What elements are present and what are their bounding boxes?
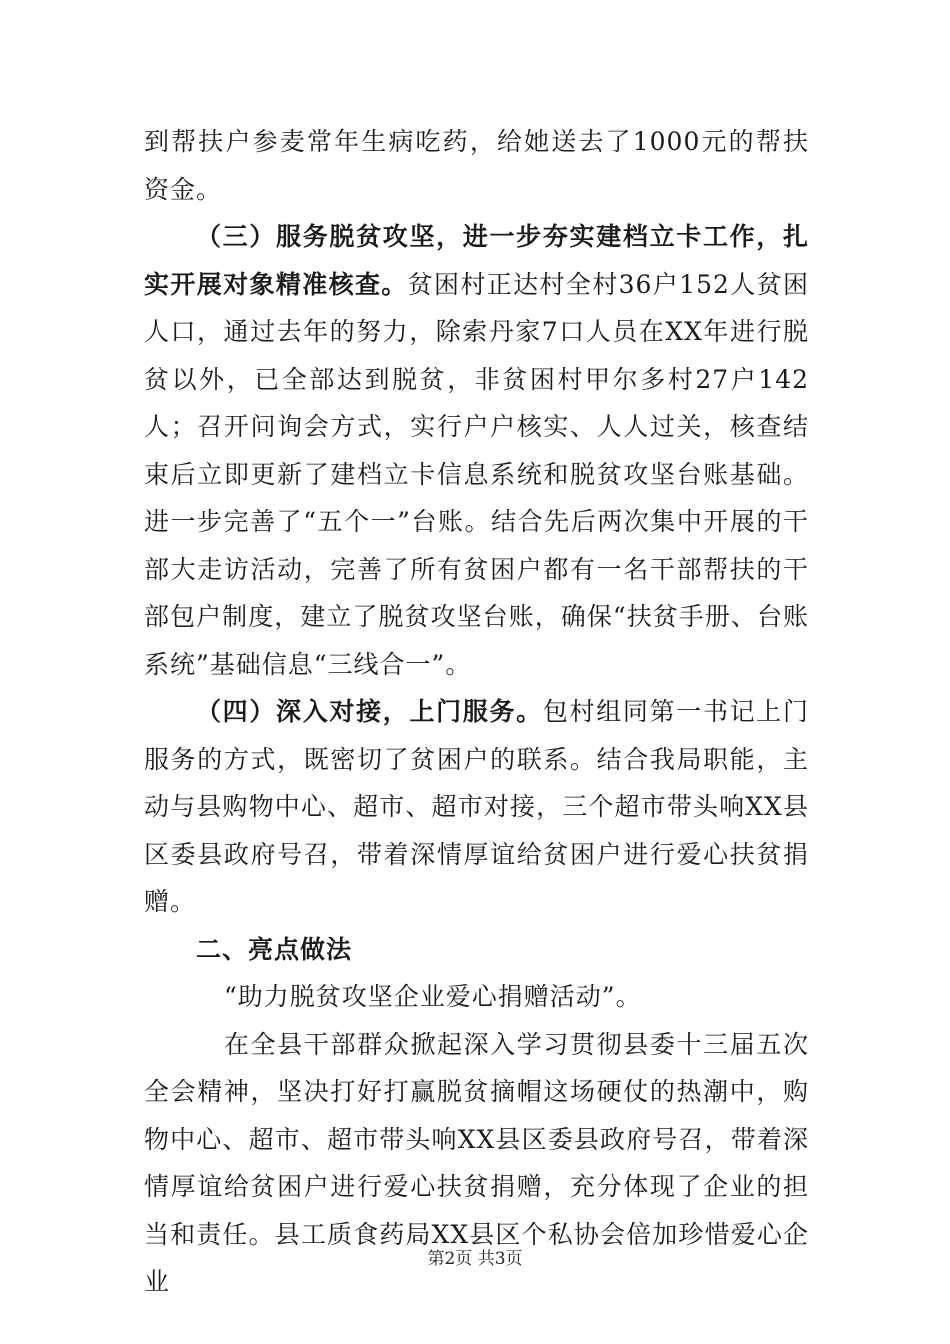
page-footer	[0, 1244, 950, 1269]
paragraph-section-4	[144, 688, 809, 926]
activity-title	[144, 973, 809, 1021]
paragraph-text: 包村组同第一书记上门服务的方式，既密切了贫困户的联系。结合我局职能，主动与县购物中心、超市、超市对接，三个超市带头响XX县区委县政府号召，带着深情厚谊给贫困户进行爱心扶贫捐赠。	[144, 697, 809, 916]
page-number: 第2页 共3页	[427, 1249, 523, 1269]
document-body	[144, 118, 809, 1306]
section-heading: （三）服务脱贫攻坚，进一步夯实建档立卡工作，扎实开展对象精准核查。	[144, 222, 809, 299]
paragraph-text: 贫困村正达村全村36户152人贫困人口，通过去年的努力，除索丹家7口人员在XX年进行脱贫以外，已全部达到脱贫，非贫困村甲尔多村27户142人；召开问询会方式，实行户户核实、人人过关，核查结束后立即更新了建档立卡信息系统和脱贫攻坚台账基础。进一步完善了“五个一”台账。结合先后两次集中开展的干部大走访活动，完善了所有贫困户都有一名干部帮扶的干部包户制度，建立了脱贫攻坚台账，确保“扶贫手册、台账系统”基础信息“三线合一”。	[144, 269, 809, 679]
chapter-heading	[144, 926, 809, 974]
section-heading: （四）深入对接，上门服务。	[196, 697, 543, 726]
paragraph-section-3	[144, 213, 809, 688]
paragraph-text: 到帮扶户参麦常年生病吃药，给她送去了1000元的帮扶资金。	[144, 127, 809, 204]
heading-text: 二、亮点做法	[196, 934, 353, 964]
paragraph-text: 在全县干部群众掀起深入学习贯彻县委十三届五次全会精神，坚决打好打赢脱贫摘帽这场硬仗的热潮中，购物中心、超市、超市带头响XX县区委县政府号召，带着深情厚谊给贫困户进行爱心扶贫捐赠，充分体现了企业的担当和责任。县工质食药局XX县区个私协会倍加珍惜爱心企业	[144, 1029, 809, 1296]
paragraph-continuation	[144, 118, 809, 213]
paragraph-text: “助力脱贫攻坚企业爱心捐赠活动”。	[224, 982, 642, 1011]
